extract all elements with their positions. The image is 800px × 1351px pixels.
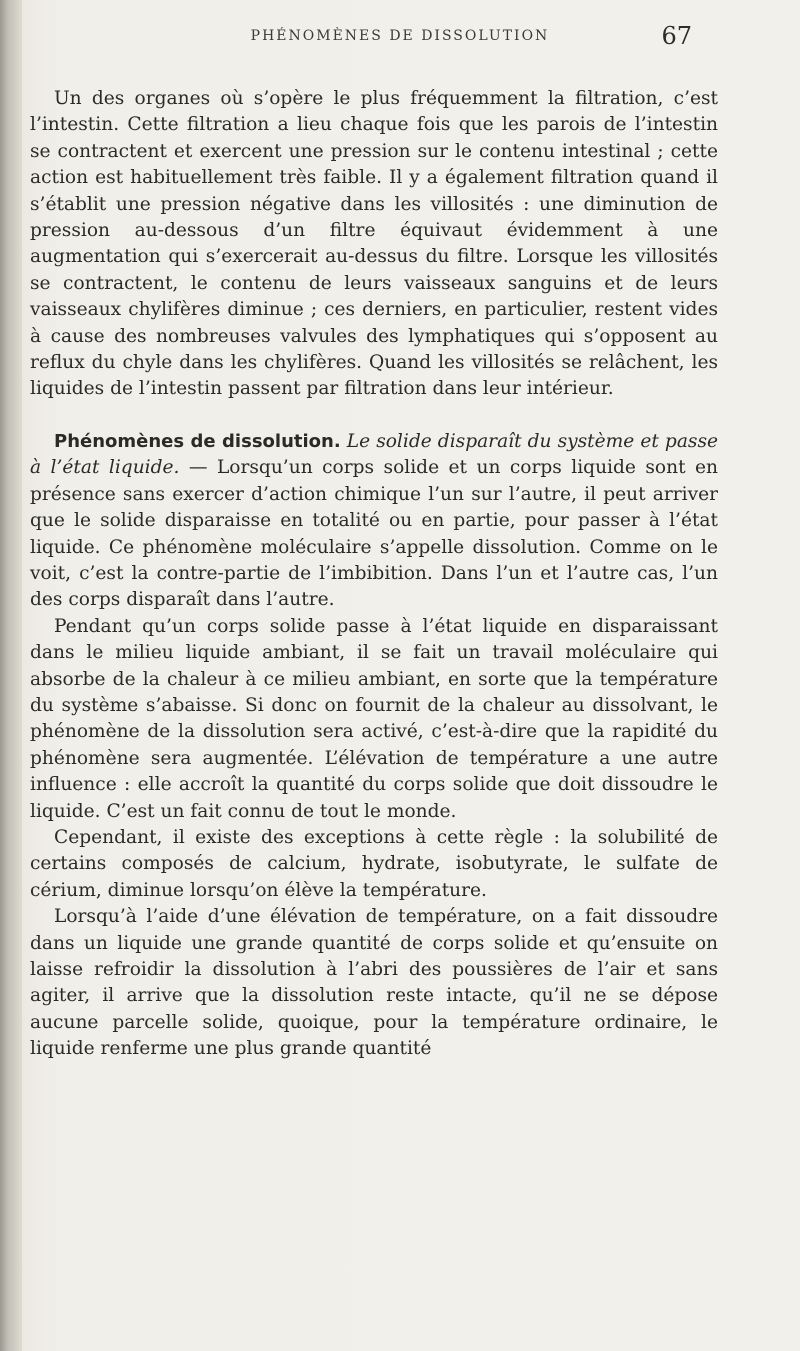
- running-title: PHÉNOMÈNES DE DISSOLUTION: [250, 28, 550, 44]
- section-heading: Phénomènes de dissolution.: [54, 430, 341, 452]
- page-body: [30, 86, 718, 1063]
- page-binding-shadow: [0, 0, 22, 1351]
- paragraph-exceptions: Cependant, il existe des exceptions à cette règle : la solubilité de certains composés de calcium, hydrate, isobutyrate, le sulfate de cérium, diminue lorsqu’on élève la température.: [30, 826, 718, 901]
- section-subtitle: Le solide disparaît du système et passe à l’état liquide.: [30, 430, 718, 479]
- paragraph-dissolution-intro: [30, 429, 718, 614]
- page-header: [0, 22, 800, 52]
- paragraph-dissolution-text: — Lorsqu’un corps solide et un corps liquide sont en présence sans exercer d’action chimique l’un sur l’autre, il peut arriver que le solide disparaisse en totalité ou en partie, pour passer à l’état liquide. Ce phénomène moléculaire s’appelle dissolution. Comme on le voit, c’est la contre-partie de l’imbibition. Dans l’un et l’autre cas, l’un des corps disparaît dans l’autre.: [30, 457, 718, 611]
- paragraph-supersaturation: Lorsqu’à l’aide d’une élévation de température, on a fait dissoudre dans un liquide une grande quantité de corps solide et qu’ensuite on laisse refroidir la dissolution à l’abri des poussières de l’air et sans agiter, il arrive que la dissolution reste intacte, qu’il ne se dépose aucune parcelle solide, quoique, pour la température ordinaire, le liquide renferme une plus grande quantité: [30, 906, 718, 1060]
- paragraph-filtration-intestin: Un des organes où s’opère le plus fréquemment la filtration, c’est l’intestin. Cette filtration a lieu chaque fois que les parois de l’intestin se contractent et exercent une pression sur le contenu intestinal ; cette action est habituellement très faible. Il y a également filtration quand il s’établit une pression négative dans les villosités : une diminution de pression au-dessous d’un filtre équivaut évidemment à une augmentation qui s’exercerait au-dessus du filtre. Lorsque les villosités se contractent, le contenu de leurs vaisseaux sanguins et de leurs vaisseaux chylifères diminue ; ces derniers, en particulier, restent vides à cause des nombreuses valvules des lymphatiques qui s’opposent au reflux du chyle dans les chylifères. Quand les villosités se relâchent, les liquides de l’intestin passent par filtration dans leur intérieur.: [30, 88, 718, 400]
- page-number: 67: [661, 22, 692, 50]
- paragraph-temperature: Pendant qu’un corps solide passe à l’état liquide en disparaissant dans le milieu liquide ambiant, il se fait un travail moléculaire qui absorbe de la chaleur à ce milieu ambiant, en sorte que la température du système s’abaisse. Si donc on fournit de la chaleur au dissolvant, le phénomène de la dissolution sera activé, c’est-à-dire que la rapidité du phénomène sera augmentée. L’élévation de température a une autre influence : elle accroît la quantité du corps solide que doit dissoudre le liquide. C’est un fait connu de tout le monde.: [30, 615, 718, 822]
